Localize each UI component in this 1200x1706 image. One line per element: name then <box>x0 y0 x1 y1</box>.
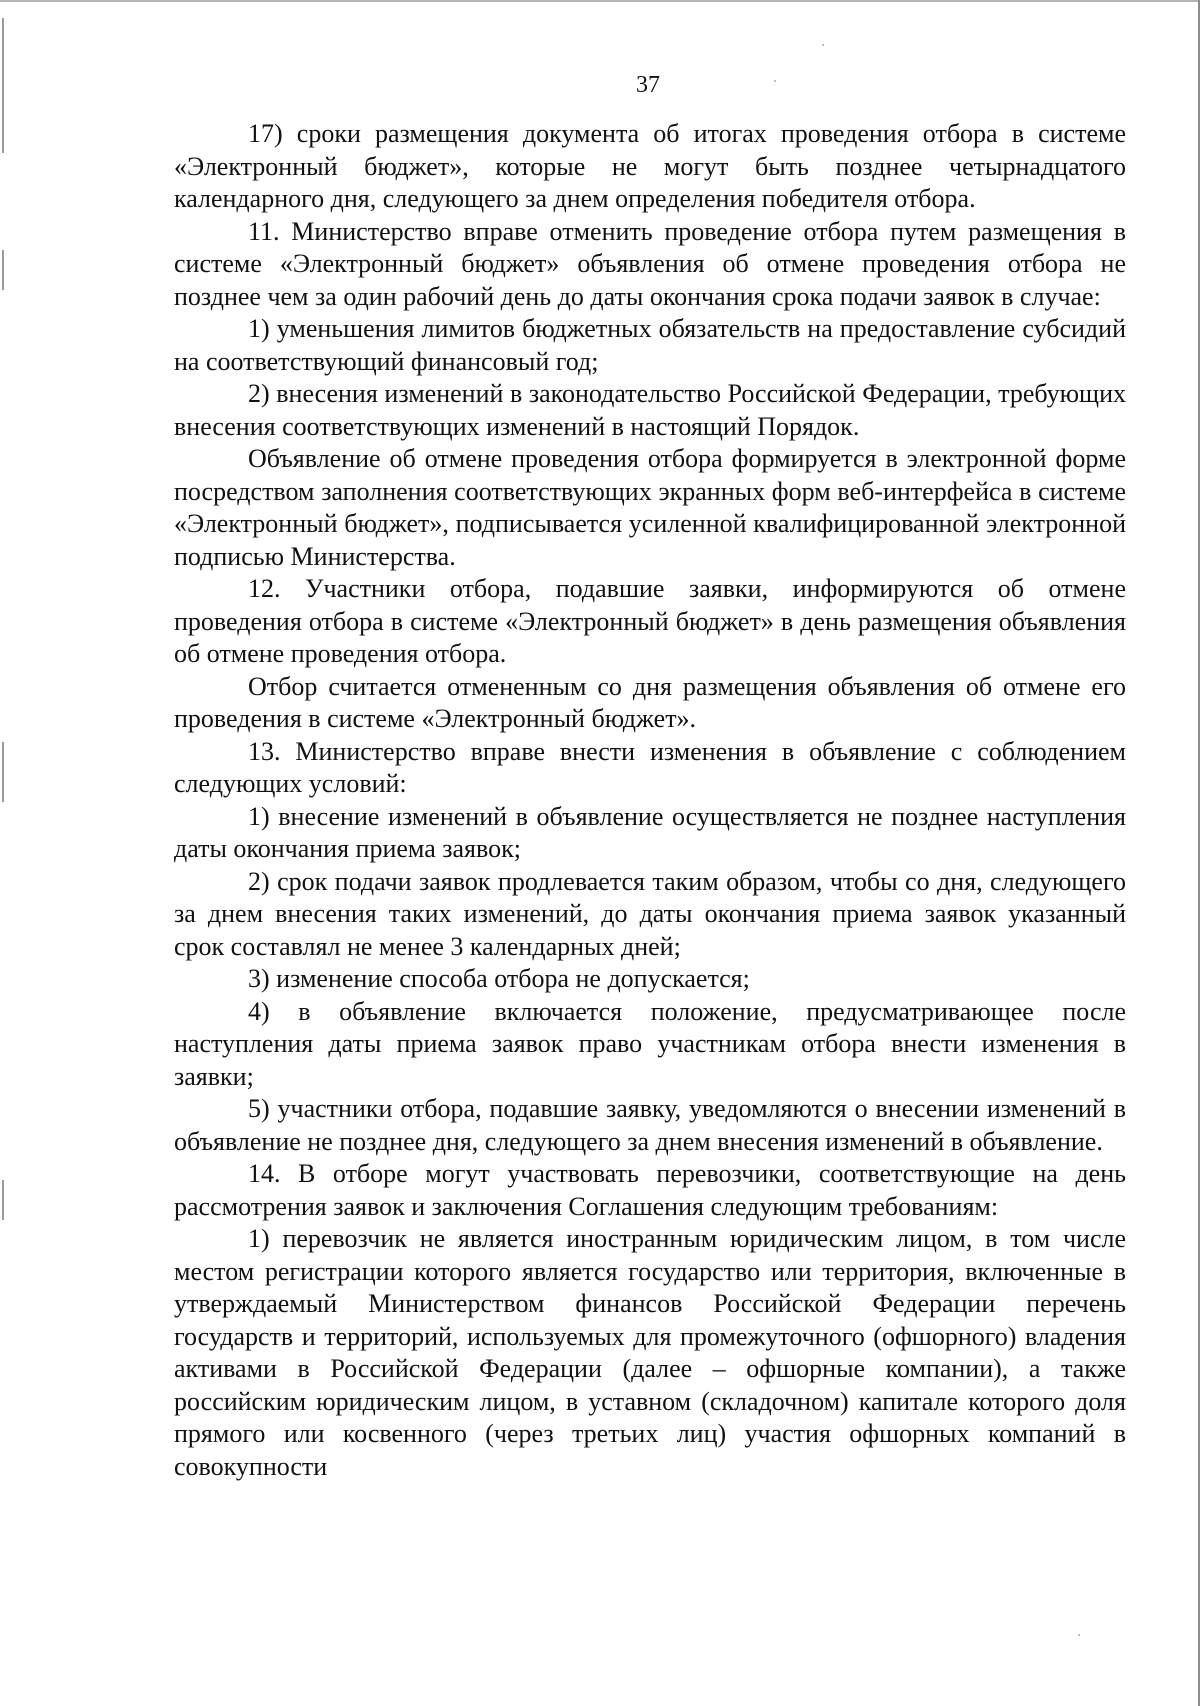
paragraph: Объявление об отмене проведения отбора формируется в электронной форме посредством заполнения соответствующих экранных форм веб-интерфейса в системе «Электронный бюджет», подписывается усиленной квалифицированной электронной подписью Министерства. <box>174 444 1126 571</box>
scan-border-left <box>2 742 4 802</box>
paragraph: 1) уменьшения лимитов бюджетных обязательств на предоставление субсидий на соответствующий финансовый год; <box>174 314 1126 376</box>
scan-border-top <box>0 0 1200 2</box>
scan-border-left <box>2 1180 4 1220</box>
paragraph: 17) сроки размещения документа об итогах проведения отбора в системе «Электронный бюджет», которые не могут быть позднее четырнадцатого календарного дня, следующего за днем определения победителя отбора. <box>174 119 1126 213</box>
paragraph: 13. Министерство вправе внести изменения в объявление с соблюдением следующих условий: <box>174 736 1126 798</box>
scan-speck <box>1078 1634 1080 1636</box>
paragraph: 1) перевозчик не является иностранным юридическим лицом, в том числе местом регистрации которого является государство или территория, включенные в утверждаемый Министерством финансов Российской Федерации перечень государств и территорий, используемых для промежуточного (офшорного) владения активами в Российской Федерации (далее – офшорные компании), а также российским юридическим лицом, в уставном (складочном) капитале которого доля прямого или косвенного (через третьих лиц) участия офшорных компаний в совокупности <box>174 1224 1126 1481</box>
paragraph: 2) срок подачи заявок продлевается таким образом, чтобы со дня, следующего за днем внесения таких изменений, до даты окончания приема заявок указанный срок составлял не менее 3 календарных дней; <box>174 866 1126 961</box>
paragraph: Отбор считается отмененным со дня размещения объявления об отмене его проведения в системе «Электронный бюджет». <box>174 671 1126 733</box>
page-number: 37 <box>636 72 660 98</box>
paragraph: 2) внесения изменений в законодательство Российской Федерации, требующих внесения соответствующих изменений в настоящий Порядок. <box>174 379 1126 441</box>
paragraph: 11. Министерство вправе отменить проведение отбора путем размещения в системе «Электронный бюджет» объявления об отмене проведения отбора не позднее чем за один рабочий день до даты окончания срока подачи заявок в случае: <box>174 216 1126 311</box>
scan-speck <box>822 44 824 46</box>
paragraph: 14. В отборе могут участвовать перевозчики, соответствующие на день рассмотрения заявок и заключения Соглашения следующим требованиям: <box>174 1159 1126 1221</box>
document-body <box>174 118 1126 1483</box>
paragraph: 3) изменение способа отбора не допускается; <box>248 964 750 993</box>
paragraph: 12. Участники отбора, подавшие заявки, информируются об отмене проведения отбора в системе «Электронный бюджет» в день размещения объявления об отмене проведения отбора. <box>174 574 1126 668</box>
paragraph: 5) участники отбора, подавшие заявку, уведомляются о внесении изменений в объявление не позднее дня, следующего за днем внесения изменений в объявление. <box>174 1094 1126 1156</box>
paragraph: 4) в объявление включается положение, предусматривающее после наступления даты приема заявок право участникам отбора внести изменения в заявки; <box>174 996 1126 1091</box>
scan-border-left <box>2 250 4 290</box>
paragraph: 1) внесение изменений в объявление осуществляется не позднее наступления даты окончания приема заявок; <box>174 801 1126 863</box>
